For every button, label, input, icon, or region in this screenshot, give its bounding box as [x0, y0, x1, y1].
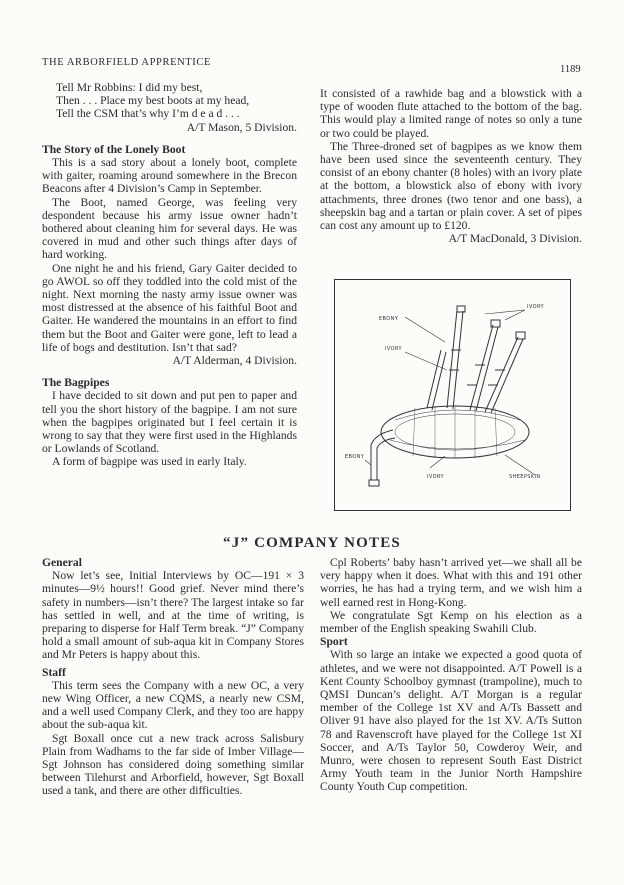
staff-paragraph: Sgt Boxall once cut a new track across Salisbury Plain from Wadhams to the far side of Imber Village—Sgt Johnson has considered doing something similar between Tilehurst and Arborfield, however, Sgt Boxall used a tank, and there are other difficulties. — [42, 731, 304, 798]
upper-right-column — [320, 87, 582, 245]
poem-signature: A/T Mason, 5 Division. — [186, 120, 297, 134]
lonely-boot-paragraph: This is a sad story about a lonely boot, complete with gaiter, roaming around somewhere in the Brecon Beacons after 4 Division’s Camp in September. — [42, 156, 297, 196]
lonely-boot-heading: The Story of the Lonely Boot — [42, 142, 186, 156]
lonely-boot-paragraph: One night he and his friend, Gary Gaiter decided to go AWOL so off they toddled into the cold mist of the night. Next morning the nasty army issue owner was most distressed at the absence of his faithful Boot and Gaiter. He wandered the mountains in an effort to find them but the Boot and Gaiter were gone, left to lead a life of bogs and destitution. Isn’t that sad? — [42, 261, 297, 354]
poem-line: Tell Mr Robbins: I did my best, — [56, 81, 203, 94]
poem — [42, 81, 297, 121]
label-ivory-top: IVORY — [527, 304, 544, 310]
label-ivory-bottom: IVORY — [427, 474, 444, 480]
upper-left-column — [42, 81, 297, 469]
bagpipes-continued-paragraph: It consisted of a rawhide bag and a blowstick with a type of wooden flute attached to the bottom of the bag. This would play a limited range of notes so only a tune or two could be played. — [320, 87, 582, 140]
tenor-drone — [485, 337, 523, 413]
general-paragraph: Now let’s see, Initial Interviews by OC—191 × 3 minutes—9½ hours!! Good grief. Never mind there’s safety in numbers—isn’t there? The largest intake so far has settled in well, and at the time of writing, is preparing to disperse for Half Term break. “J” Company hold a small amount of sub-aqua kit in Company Stores and Mr Peters is happy about this. — [42, 569, 304, 662]
bass-drone — [447, 310, 463, 409]
bagpipes-paragraph: I have decided to sit down and put pen to paper and tell you the short history of the bagpipe. I am not sure when the bagpipes originated but I feel certain it is wrong to say that they were first used in the Highlands or Lowlands of Scotland. — [42, 389, 297, 456]
bagpipes-continued-paragraph: The Three-droned set of bagpipes as we know them have been used since the seventeenth century. They consist of an ebony chanter (8 holes) with an ivory plate at the bottom, a blowstick also of ebony with ivory attachments, three drones (two tenor and one bass), a sheepskin bag and a tartan or plain cover. A set of pipes can cost any amount up to £120. — [320, 139, 582, 233]
bagpipes-signature: A/T MacDonald, 3 Division. — [448, 232, 582, 246]
label-ivory-mid: IVORY — [385, 346, 402, 352]
label-ebony-bottom: EBONY — [345, 454, 365, 460]
poem-line: Tell the CSM that’s why I’m d e a d . . . — [56, 107, 240, 121]
blowstick — [427, 350, 446, 410]
general-heading: General — [42, 556, 82, 569]
bagpipes-heading: The Bagpipes — [42, 376, 110, 390]
bagpipe-illustration — [334, 279, 571, 511]
label-ebony-top: EBONY — [379, 316, 399, 322]
company-paragraph: Cpl Roberts’ baby hasn’t arrived yet—we shall all be very happy when it does. What with this and 191 other worries, he has had a trying term, and we wish him a well earned rest in Hong-Kong. — [320, 556, 582, 609]
bagpipes-paragraph: A form of bagpipe was used in early Italy. — [52, 455, 247, 469]
poem-line: Then . . . Place my best boots at my head, — [56, 94, 250, 108]
company-notes-title: “J” COMPANY NOTES — [223, 535, 401, 551]
lonely-boot-signature: A/T Alderman, 4 Division. — [172, 354, 297, 368]
bagpipe-drawing — [335, 280, 570, 510]
staff-heading: Staff — [42, 665, 66, 679]
sport-heading: Sport — [320, 635, 348, 649]
lonely-boot-paragraph: The Boot, named George, was feeling very despondent because his army issue owner hadn’t bothered about cleaning him for several days. He was covered in mud and other such things after days of hard working. — [42, 195, 297, 262]
page-number: 1189 — [560, 64, 581, 75]
lower-right-column — [320, 556, 582, 794]
lower-left-column — [42, 556, 304, 798]
tenor-drone — [470, 325, 498, 411]
running-header-title: THE ARBORFIELD APPRENTICE — [42, 57, 212, 68]
label-sheepskin: SHEEPSKIN — [509, 474, 541, 480]
staff-paragraph: This term sees the Company with a new OC, a very new Wing Officer, a new CQMS, a nearly new CSM, and a well used Company Clerk, and they too are happy about the sub-aqua kit. — [42, 678, 304, 732]
sport-paragraph: With so large an intake we expected a good quota of athletes, and we were not disappointed. A/T Powell is a Kent County Schoolboy gymnast (trampoline), much to QMSI Duncan’s delight. A/T Morgan is a regular member of the College 1st XV and A/Ts Bassett and Oliver 91 have also played for the 1st XV. A/Ts Sutton 78 and Ravenscroft have played for the College 1st XI Soccer, and A/Ts Taylor 50, Cowderoy Weir, and Munro, were chosen to represent South East District Army Youth team in the Junior North Hampshire County Youth Cup competition. — [320, 648, 582, 794]
company-paragraph: We congratulate Sgt Kemp on his election as a member of the English speaking Swahili Club. — [320, 608, 582, 636]
